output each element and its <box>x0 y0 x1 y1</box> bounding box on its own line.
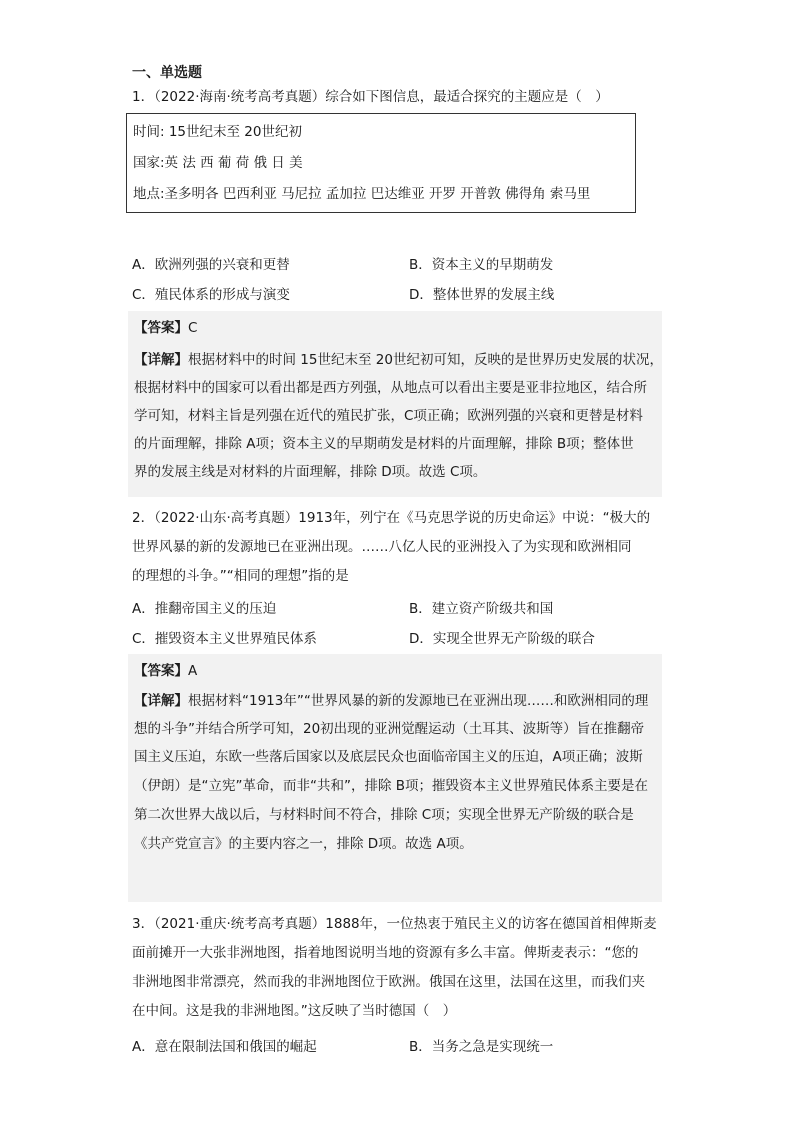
q2-detail-line-2: 想的斗争”并结合所学可知，20初出现的亚洲觉醒运动（土耳其、波斯等）旨在推翻帝 <box>134 721 645 737</box>
q1-detail-line-4: 的片面理解，排除 A项；资本主义的早期萌发是材料的片面理解，排除 B项；整体世 <box>134 436 634 452</box>
q1-option-c: C．殖民体系的形成与演变 <box>132 287 290 303</box>
q1-box-time: 时间: 15世纪末至 20世纪初 <box>133 124 302 140</box>
q1-answer-label: 【答案】 <box>134 320 188 336</box>
q1-detail-label: 【详解】 <box>134 352 188 368</box>
q2-option-d: D．实现全世界无产阶级的联合 <box>409 631 595 647</box>
q2-option-b: B．建立资产阶级共和国 <box>409 601 554 617</box>
q2-option-c: C．摧毁资本主义世界殖民体系 <box>132 631 317 647</box>
q2-detail-line-1: 【详解】根据材料“1913年”“世界风暴的新的发源地已在亚洲出现……和欧洲相同的理 <box>134 693 649 709</box>
q1-answer <box>134 319 197 337</box>
q3-stem-line-2: 面前摊开一大张非洲地图，指着地图说明当地的资源有多么丰富。俾斯麦表示：“您的 <box>132 945 639 961</box>
q2-answer <box>134 662 197 680</box>
q3-option-a: A．意在限制法国和俄国的崛起 <box>132 1039 317 1055</box>
q1-detail-line-2: 根据材料中的国家可以看出都是西方列强，从地点可以看出主要是亚非拉地区，结合所 <box>134 380 647 396</box>
q1-stem: 1．（2022·海南·统考高考真题）综合如下图信息，最适合探究的主题应是（ ） <box>132 89 609 105</box>
q2-detail-line-5: 第二次世界大战以后，与材料时间不符合，排除 C项；实现全世界无产阶级的联合是 <box>134 807 634 823</box>
q2-answer-block <box>128 654 662 902</box>
q3-stem-line-3: 非洲地图非常漂亮，然而我的非洲地图位于欧洲。俄国在这里，法国在这里，而我们夹 <box>132 974 645 990</box>
q1-box-places: 地点:圣多明各 巴西利亚 马尼拉 孟加拉 巴达维亚 开罗 开普敦 佛得角 索马里 <box>133 186 591 202</box>
q1-answer-block <box>128 311 662 497</box>
q1-option-b: B．资本主义的早期萌发 <box>409 257 554 273</box>
q2-detail-line-3: 国主义压迫，东欧一些落后国家以及底层民众也面临帝国主义的压迫，A项正确；波斯 <box>134 749 643 765</box>
q2-detail-line-6: 《共产党宣言》的主要内容之一，排除 D项。故选 A项。 <box>134 836 473 852</box>
q2-answer-label: 【答案】 <box>134 663 188 679</box>
section-title: 一、单选题 <box>132 65 202 81</box>
q1-answer-value: C <box>188 320 198 336</box>
q2-answer-value: A <box>188 663 198 679</box>
q1-detail-line-1: 【详解】根据材料中的时间 15世纪末至 20世纪初可知，反映的是世界历史发展的状况， <box>134 352 663 368</box>
q3-stem-line-4: 在中间。这是我的非洲地图。”这反映了当时德国（ ） <box>132 1003 457 1019</box>
q1-detail-line-3: 学可知，材料主旨是列强在近代的殖民扩张，C项正确；欧洲列强的兴衰和更替是材料 <box>134 408 643 424</box>
q1-option-d: D．整体世界的发展主线 <box>409 287 555 303</box>
q3-stem-line-1: 3．（2021·重庆·统考高考真题）1888年，一位热衷于殖民主义的访客在德国首相俾斯麦 <box>132 916 657 932</box>
q2-stem-line-3: 的理想的斗争。”“相同的理想”指的是 <box>132 568 349 584</box>
q2-option-a: A．推翻帝国主义的压迫 <box>132 601 277 617</box>
q1-option-a: A．欧洲列强的兴衰和更替 <box>132 257 290 273</box>
q2-detail-line-4: （伊朗）是“立宪”革命，而非“共和”，排除 B项；摧毁资本主义世界殖民体系主要是在 <box>134 778 649 794</box>
q1-detail-line-5: 界的发展主线是对材料的片面理解，排除 D项。故选 C项。 <box>134 464 487 480</box>
q2-detail-label: 【详解】 <box>134 693 188 709</box>
q1-box-countries: 国家:英 法 西 葡 荷 俄 日 美 <box>133 155 303 171</box>
q2-stem-line-1: 2．（2022·山东·高考真题）1913年，列宁在《马克思学说的历史命运》中说：“极大的 <box>132 510 651 526</box>
q2-stem-line-2: 世界风暴的新的发源地已在亚洲出现。……八亿人民的亚洲投入了为实现和欧洲相同 <box>132 539 632 555</box>
q1-info-box <box>126 113 636 213</box>
q3-option-b: B．当务之急是实现统一 <box>409 1039 554 1055</box>
